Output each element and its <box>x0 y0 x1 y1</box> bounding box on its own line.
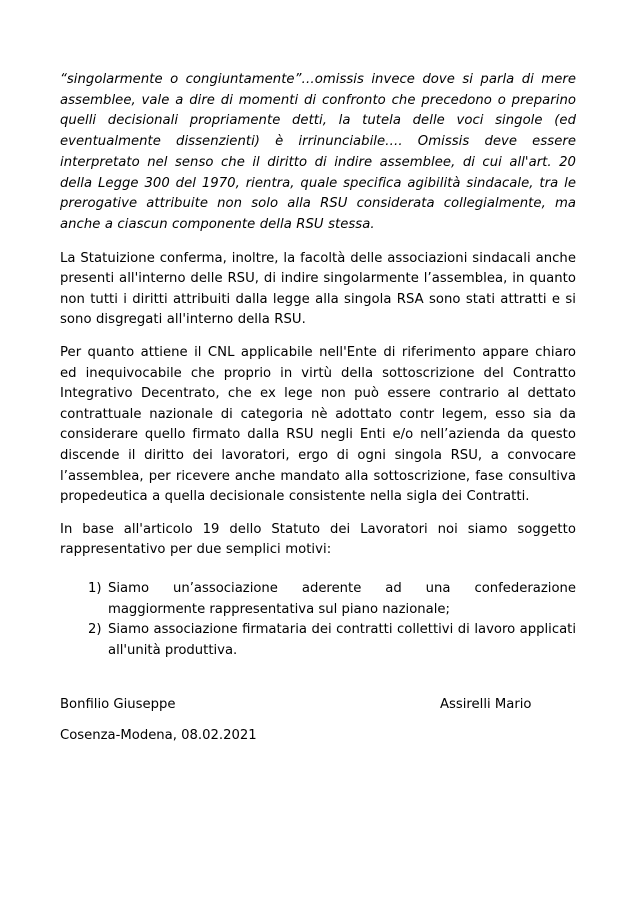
document-body <box>60 70 576 747</box>
list-item-marker: 1) <box>88 580 102 596</box>
paragraph-quote-omissis: “singolarmente o congiuntamente”…omissis invece dove si parla di mere assemblee, vale a dire di momenti di confronto che precedono o preparino quelli decisionali propriamente detti, la tutela delle voci singole (ed eventualmente dissenzienti) è irrinunciabile…. Omissis deve essere interpretato nel senso che il diritto di indire assemblee, di cui all'art. 20 della Legge 300 del 1970, rientra, quale specifica agibilità sindacale, tra le prerogative attribuite non solo alla RSU considerata collegialmente, ma anche a ciascun componente della RSU stessa. <box>60 72 576 232</box>
list-item <box>60 620 576 661</box>
numbered-reasons-list <box>60 579 576 661</box>
list-item-text: Siamo associazione firmataria dei contratti collettivi di lavoro applicati all'unità produttiva. <box>108 622 576 658</box>
list-item <box>60 579 576 620</box>
signature-right-name: Assirelli Mario <box>440 697 532 713</box>
paragraph-statuizione: La Statuizione conferma, inoltre, la facoltà delle associazioni sindacali anche presenti all'interno delle RSU, di indire singolarmente l’assemblea, in quanto non tutti i diritti attribuiti dalla legge alla singola RSA sono stati attratti e si sono disgregati all'interno della RSU. <box>60 250 576 328</box>
paragraph-articolo-19: In base all'articolo 19 dello Statuto dei Lavoratori noi siamo soggetto rappresentativo per due semplici motivi: <box>60 521 576 558</box>
list-item-marker: 2) <box>88 622 102 638</box>
paragraph-cnl-contratto-integrativo: Per quanto attiene il CNL applicabile nell'Ente di riferimento appare chiaro ed inequivocabile che proprio in virtù della sottoscrizione del Contratto Integrativo Decentrato, che ex lege non può essere contrario al dettato contrattuale nazionale di categoria nè adottato contr legem, esso sia da considerare quello firmato dalla RSU negli Enti e/o nell’azienda da questo discende il diritto dei lavoratori, ergo di ogni singola RSU, a convocare l’assemblea, per ricevere anche mandato alla sottoscrizione, fase consultiva propedeutica a quella decisionale consistente nella sigla dei Contratti. <box>60 345 576 505</box>
signature-block <box>60 695 576 719</box>
signature-left-name: Bonfilio Giuseppe <box>60 697 176 713</box>
list-item-text: Siamo un’associazione aderente ad una confederazione maggiormente rappresentativa sul piano nazionale; <box>108 580 576 617</box>
place-and-date: Cosenza-Modena, 08.02.2021 <box>60 728 257 744</box>
